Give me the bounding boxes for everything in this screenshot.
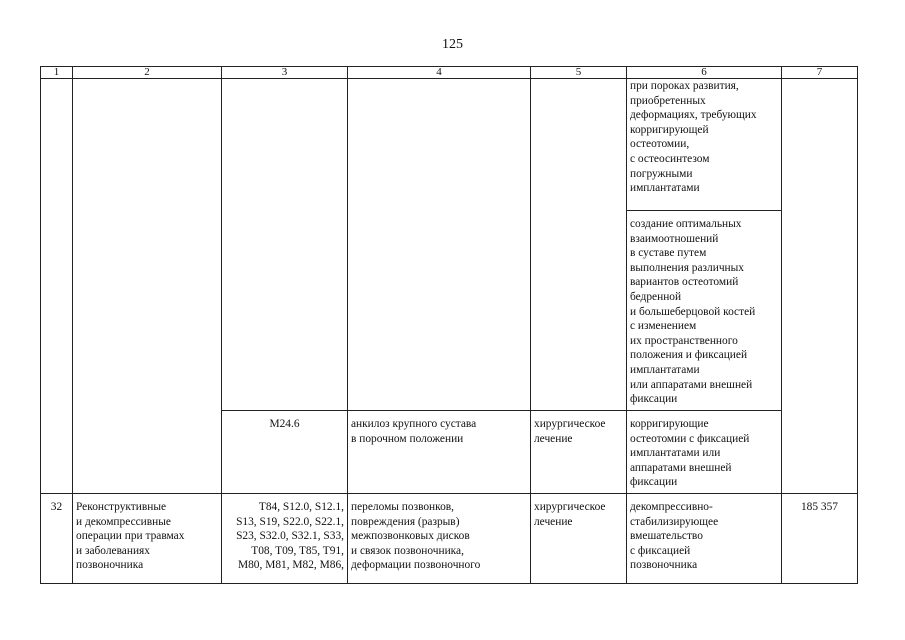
row-32-method: декомпрессивно- стабилизирующее вмешательство с фиксацией позвоночника: [627, 494, 782, 584]
code-cell-m24-6: M24.6: [222, 411, 348, 494]
row-32-diagnosis: переломы позвонков, повреждения (разрыв) межпозвонковых дисков и связок позвоночника, деформации позвоночного: [348, 494, 531, 584]
column-header-7: 7: [782, 67, 858, 79]
row-32-codes: T84, S12.0, S12.1, S13, S19, S22.0, S22.1, S23, S32.0, S32.1, S33, T08, T09, T85, T91, M80, M81, M82, M86,: [222, 494, 348, 584]
row-32-name: Реконструктивные и декомпрессивные операции при травмах и заболеваниях позвоночника: [73, 494, 222, 584]
cell-cost-empty: [782, 79, 858, 494]
row-32: [41, 494, 858, 584]
column-header-2: 2: [73, 67, 222, 79]
column-header-3: 3: [222, 67, 348, 79]
column-number-row: [41, 67, 858, 79]
cell-treatment-empty: [531, 79, 627, 411]
method-cell-a: при пороках развития, приобретенных деформациях, требующих корригирующей остеотомии, с остеосинтезом погружными имплантатами: [627, 79, 782, 211]
method-cell-c: корригирующие остеотомии с фиксацией имплантатами или аппаратами внешней фиксации: [627, 411, 782, 494]
cell-number-empty: [41, 79, 73, 494]
continued-row-a: [41, 79, 858, 211]
row-32-cost: 185 357: [782, 494, 858, 584]
cell-codes-empty: [222, 79, 348, 411]
cell-diagnosis-empty: [348, 79, 531, 411]
diagnosis-cell-ankylosis: анкилоз крупного сустава в порочном положении: [348, 411, 531, 494]
column-header-1: 1: [41, 67, 73, 79]
medical-care-table: [40, 66, 858, 584]
row-number-32: 32: [41, 494, 73, 584]
cell-name-empty: [73, 79, 222, 494]
column-header-6: 6: [627, 67, 782, 79]
page-number: 125: [442, 37, 463, 52]
row-32-treatment: хирургическое лечение: [531, 494, 627, 584]
treatment-cell-c: хирургическое лечение: [531, 411, 627, 494]
column-header-4: 4: [348, 67, 531, 79]
method-cell-b: создание оптимальных взаимоотношений в суставе путем выполнения различных вариантов остеотомий бедренной и большеберцовой костей с изменением их пространственного положения и фиксацией имплантатами или аппаратами внешней фиксации: [627, 211, 782, 411]
column-header-5: 5: [531, 67, 627, 79]
